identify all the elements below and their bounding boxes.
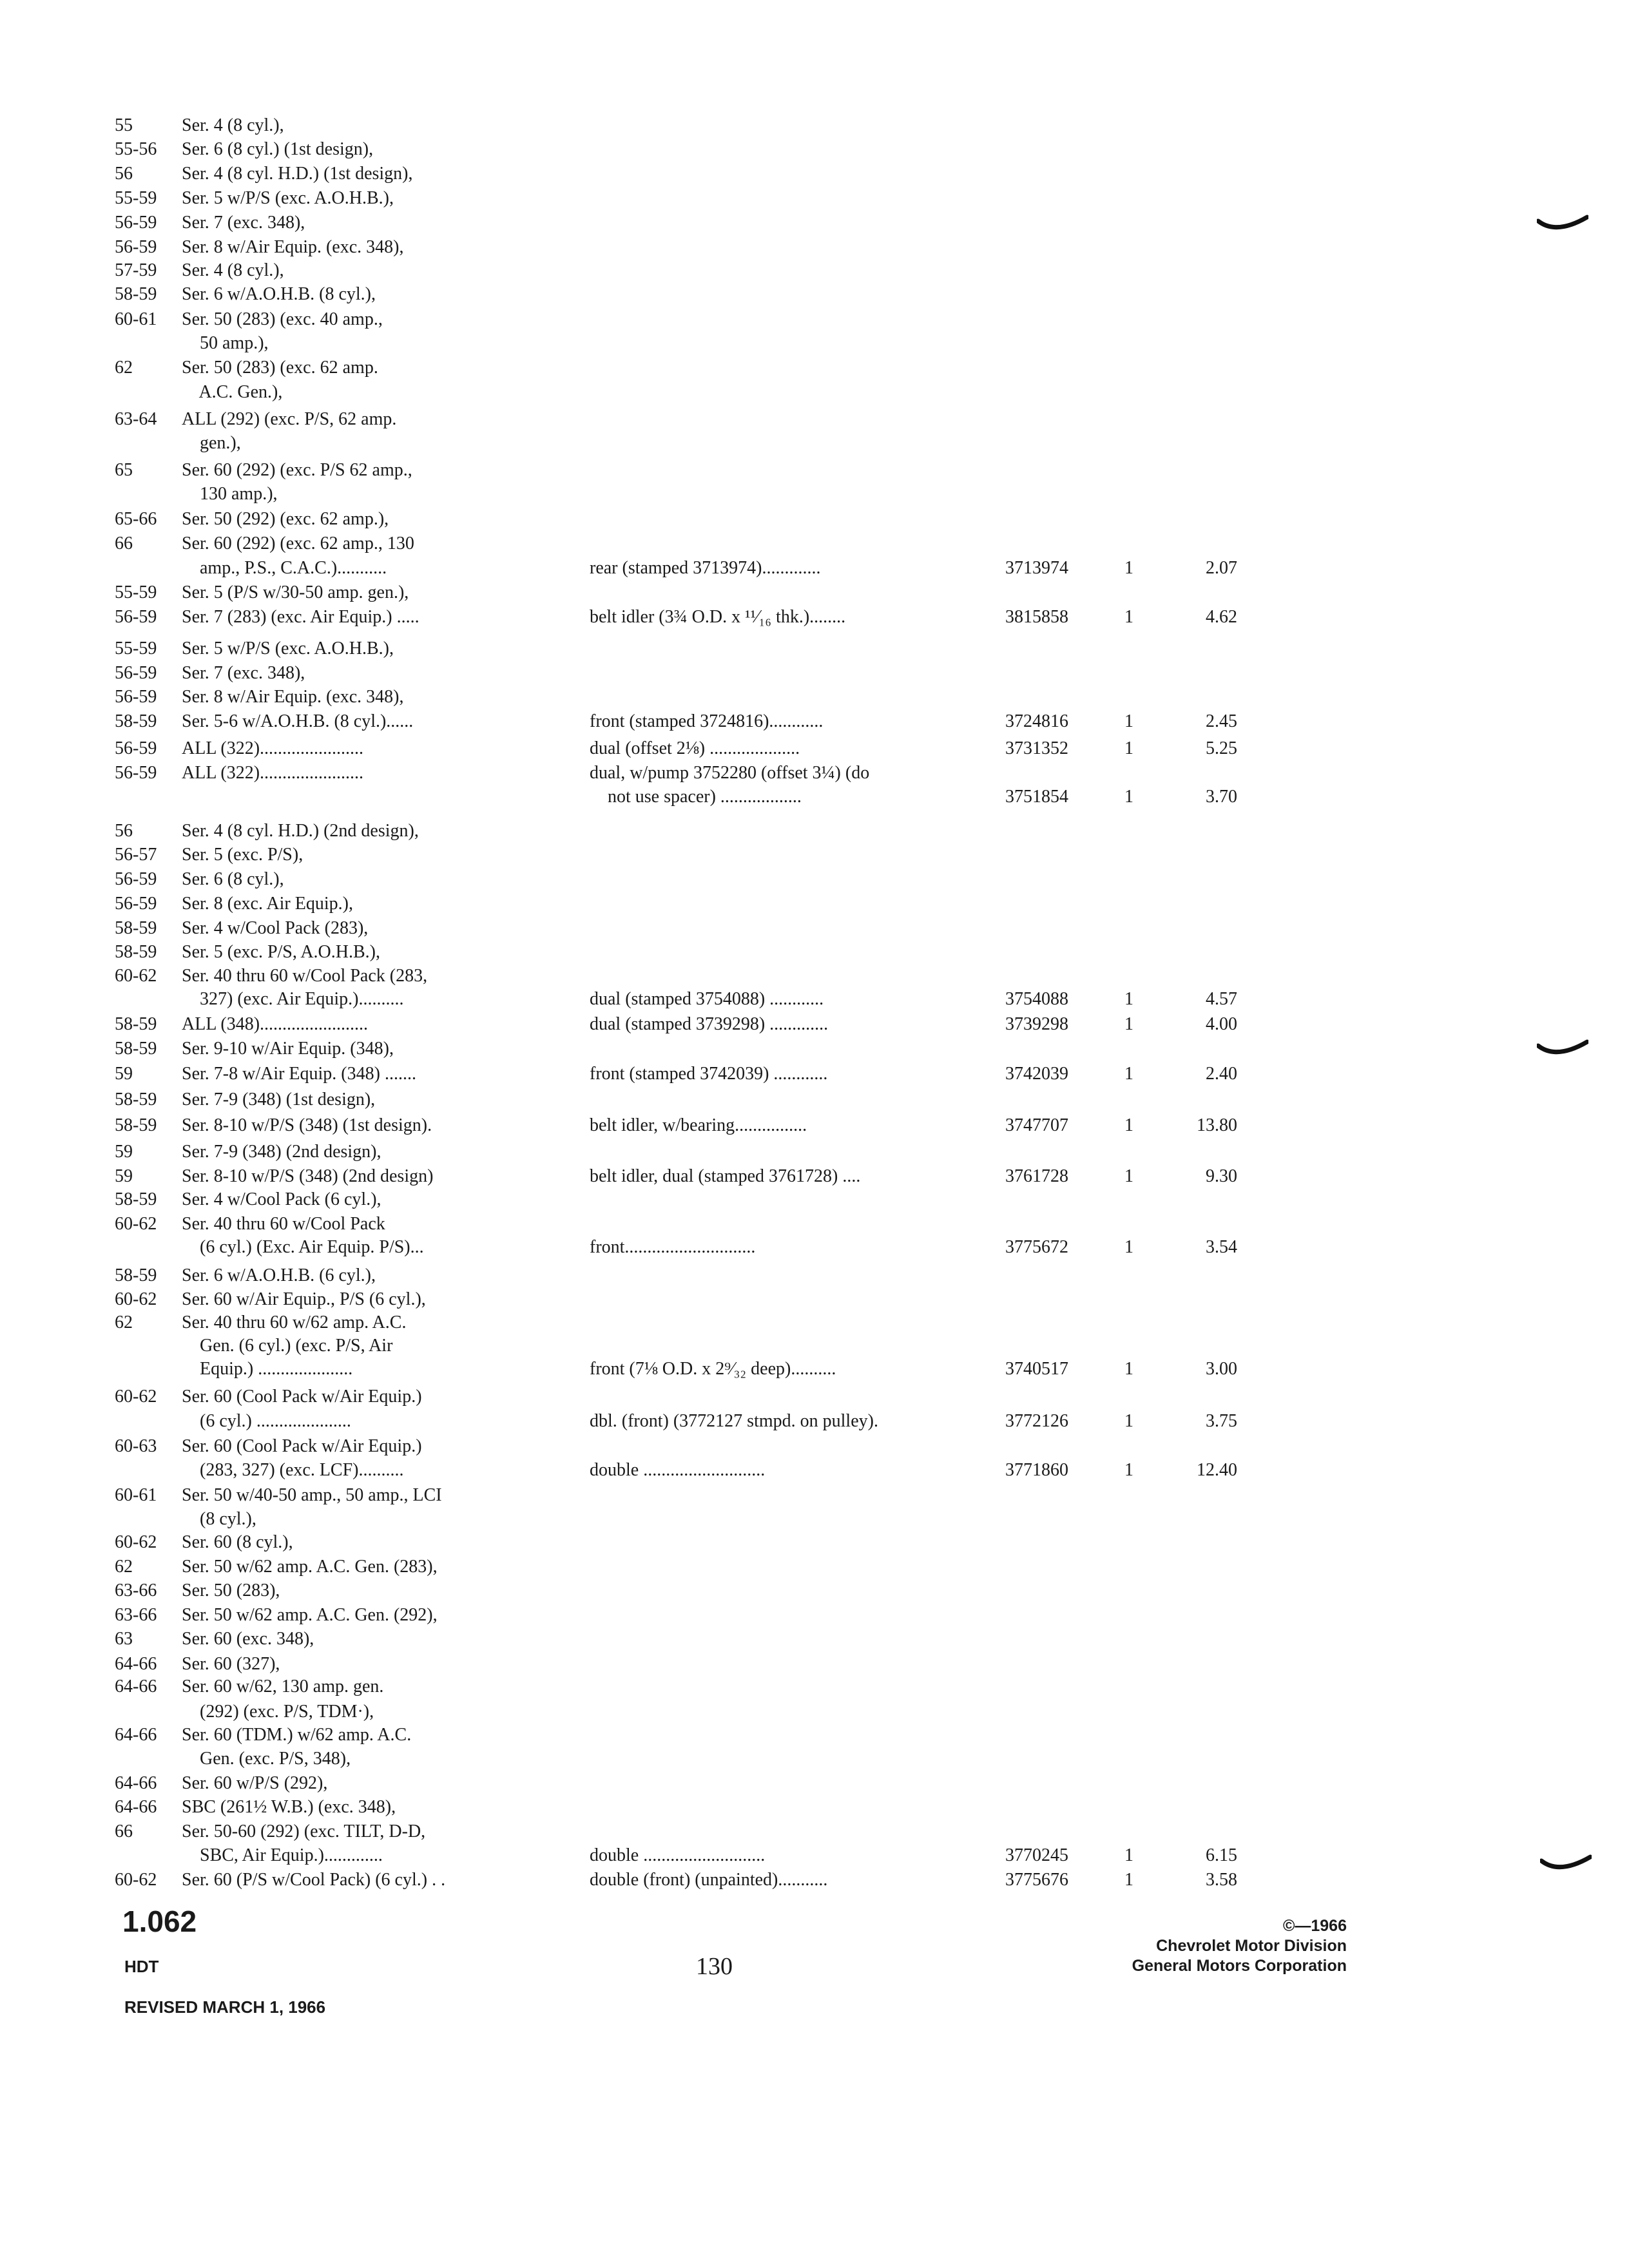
row-price: 2.45 <box>1206 711 1237 731</box>
row-app: 327) (exc. Air Equip.).......... <box>182 989 404 1009</box>
row-qty: 1 <box>1124 989 1133 1009</box>
row-part: 3815858 <box>1005 607 1068 627</box>
row-year: 56-59 <box>115 237 157 257</box>
row-app: Ser. 50 w/62 amp. A.C. Gen. (292), <box>182 1605 438 1625</box>
row-app: Ser. 40 thru 60 w/62 amp. A.C. <box>182 1312 407 1332</box>
table-row <box>0 1434 1629 1459</box>
row-qty: 1 <box>1124 1411 1133 1431</box>
table-row <box>0 331 1629 356</box>
row-qty: 1 <box>1124 1115 1133 1135</box>
row-year: 60-62 <box>115 1214 157 1234</box>
row-price: 4.57 <box>1206 989 1237 1009</box>
row-app: Ser. 4 (8 cyl.), <box>182 260 284 280</box>
table-row <box>0 531 1629 557</box>
row-year: 63-66 <box>115 1605 157 1625</box>
row-year: 64-66 <box>115 1654 157 1674</box>
table-row <box>0 1263 1629 1289</box>
table-row <box>0 1211 1629 1237</box>
row-app: Ser. 50 (283), <box>182 1581 280 1600</box>
row-year: 58-59 <box>115 284 157 304</box>
row-app: Ser. 40 thru 60 w/Cool Pack (283, <box>182 966 428 986</box>
row-app: Ser. 8 w/Air Equip. (exc. 348), <box>182 237 404 257</box>
table-row <box>0 113 1629 139</box>
table-row <box>0 1746 1629 1772</box>
row-qty: 1 <box>1124 787 1133 807</box>
row-qty: 1 <box>1124 1359 1133 1379</box>
table-row <box>0 1036 1629 1062</box>
row-part: 3771860 <box>1005 1460 1068 1480</box>
row-app: Ser. 7-9 (348) (1st design), <box>182 1090 376 1110</box>
row-desc: front (stamped 3742039) ............ <box>590 1064 828 1084</box>
table-row <box>0 986 1629 1012</box>
table-row <box>0 1113 1629 1139</box>
row-price: 6.15 <box>1206 1845 1237 1865</box>
table-row <box>0 842 1629 868</box>
row-year: 55 <box>115 115 133 135</box>
row-year: 56-59 <box>115 869 157 889</box>
row-desc: front (stamped 3724816)............ <box>590 711 824 731</box>
row-app: Ser. 7-8 w/Air Equip. (348) ....... <box>182 1064 416 1084</box>
table-row <box>0 307 1629 332</box>
row-app: Ser. 60 w/Air Equip., P/S (6 cyl.), <box>182 1289 426 1309</box>
row-year: 64-66 <box>115 1797 157 1817</box>
table-row <box>0 1384 1629 1410</box>
row-desc: dual, w/pump 3752280 (offset 3¼) (do <box>590 763 870 783</box>
row-part: 3751854 <box>1005 787 1068 807</box>
row-desc: double ........................... <box>590 1845 766 1865</box>
row-price: 4.62 <box>1206 607 1237 627</box>
row-app: Ser. 50 w/40-50 amp., 50 amp., LCI <box>182 1485 442 1505</box>
row-qty: 1 <box>1124 1845 1133 1865</box>
margin-checkmark-icon <box>1540 1849 1592 1875</box>
row-part: 3775672 <box>1005 1237 1068 1257</box>
revision-date: REVISED MARCH 1, 1966 <box>124 1997 326 2017</box>
row-qty: 1 <box>1124 1014 1133 1034</box>
row-app: ALL (322)....................... <box>182 738 364 758</box>
row-app: Ser. 6 (8 cyl.), <box>182 869 284 889</box>
row-year: 56-59 <box>115 213 157 233</box>
table-row <box>0 1087 1629 1113</box>
row-year: 59 <box>115 1166 133 1186</box>
row-app: 130 amp.), <box>182 484 278 504</box>
row-app: Gen. (exc. P/S, 348), <box>182 1749 351 1769</box>
table-row <box>0 684 1629 710</box>
row-desc: front............................. <box>590 1237 756 1257</box>
row-app: Ser. 50-60 (292) (exc. TILT, D-D, <box>182 1821 426 1841</box>
row-part: 3761728 <box>1005 1166 1068 1186</box>
table-row <box>0 186 1629 211</box>
row-app: A.C. Gen.), <box>182 382 283 402</box>
row-year: 60-62 <box>115 1289 157 1309</box>
table-row <box>0 430 1629 456</box>
row-app: Ser. 5 (exc. P/S), <box>182 845 304 865</box>
table-row <box>0 1819 1629 1845</box>
table-row <box>0 457 1629 483</box>
row-part: 3724816 <box>1005 711 1068 731</box>
row-app: Ser. 7 (283) (exc. Air Equip.) ..... <box>182 607 419 627</box>
row-year: 60-62 <box>115 966 157 986</box>
row-app: (6 cyl.) (Exc. Air Equip. P/S)... <box>182 1237 424 1257</box>
row-year: 60-62 <box>115 1870 157 1890</box>
table-row <box>0 1651 1629 1677</box>
table-row <box>0 1578 1629 1604</box>
row-app: Ser. 8 (exc. Air Equip.), <box>182 894 353 914</box>
row-year: 63-64 <box>115 409 157 429</box>
row-price: 9.30 <box>1206 1166 1237 1186</box>
row-year: 58-59 <box>115 1039 157 1059</box>
row-app: ALL (292) (exc. P/S, 62 amp. <box>182 409 397 429</box>
table-row <box>0 760 1629 786</box>
row-year: 56-57 <box>115 845 157 865</box>
row-year: 62 <box>115 1557 133 1577</box>
row-price: 2.40 <box>1206 1064 1237 1084</box>
section-number: 1.062 <box>122 1905 197 1938</box>
row-year: 60-62 <box>115 1532 157 1552</box>
row-part: 3739298 <box>1005 1014 1068 1034</box>
table-row <box>0 380 1629 405</box>
row-year: 55-56 <box>115 139 157 159</box>
row-price: 13.80 <box>1197 1115 1237 1135</box>
row-app: Ser. 60 (TDM.) w/62 amp. A.C. <box>182 1725 412 1745</box>
table-row <box>0 1602 1629 1628</box>
row-year: 56-59 <box>115 894 157 914</box>
row-app: Ser. 5-6 w/A.O.H.B. (8 cyl.)...... <box>182 711 414 731</box>
table-row <box>0 161 1629 187</box>
row-part: 3754088 <box>1005 989 1068 1009</box>
row-app: Ser. 7 (exc. 348), <box>182 213 305 233</box>
division-name: Chevrolet Motor Division <box>1156 1937 1347 1955</box>
row-price: 4.00 <box>1206 1014 1237 1034</box>
row-part: 3740517 <box>1005 1359 1068 1379</box>
table-row <box>0 506 1629 532</box>
row-desc: not use spacer) .................. <box>590 787 802 807</box>
row-year: 63-66 <box>115 1581 157 1600</box>
row-desc: belt idler (3¾ O.D. x ¹¹⁄₁₆ thk.)........ <box>590 607 846 627</box>
row-year: 60-61 <box>115 1485 157 1505</box>
table-row <box>0 1287 1629 1312</box>
row-price: 12.40 <box>1197 1460 1237 1480</box>
table-row <box>0 1794 1629 1820</box>
table-row <box>0 235 1629 260</box>
table-row <box>0 1483 1629 1508</box>
row-app: Ser. 8-10 w/P/S (348) (1st design). <box>182 1115 432 1135</box>
row-app: Ser. 6 w/A.O.H.B. (6 cyl.), <box>182 1265 376 1285</box>
row-app: Ser. 60 (P/S w/Cool Pack) (6 cyl.) . . <box>182 1870 446 1890</box>
table-row <box>0 636 1629 662</box>
row-desc: dual (stamped 3754088) ............ <box>590 989 824 1009</box>
table-row <box>0 963 1629 989</box>
table-row <box>0 1356 1629 1382</box>
row-year: 58-59 <box>115 1115 157 1135</box>
table-row <box>0 1164 1629 1189</box>
margin-checkmark-icon <box>1537 1034 1588 1060</box>
row-qty: 1 <box>1124 607 1133 627</box>
table-row <box>0 481 1629 507</box>
table-row <box>0 1674 1629 1700</box>
row-part: 3772126 <box>1005 1411 1068 1431</box>
row-year: 56-59 <box>115 663 157 683</box>
row-year: 58-59 <box>115 942 157 962</box>
table-row <box>0 1408 1629 1434</box>
row-app: Ser. 5 w/P/S (exc. A.O.H.B.), <box>182 188 394 208</box>
row-year: 59 <box>115 1142 133 1162</box>
row-app: Ser. 60 (292) (exc. P/S 62 amp., <box>182 460 412 480</box>
row-app: Ser. 7 (exc. 348), <box>182 663 305 683</box>
table-row <box>0 1554 1629 1580</box>
margin-checkmark-icon <box>1537 209 1588 235</box>
row-desc: dual (stamped 3739298) ............. <box>590 1014 829 1034</box>
row-year: 65 <box>115 460 133 480</box>
table-row <box>0 939 1629 965</box>
row-year: 55-59 <box>115 582 157 602</box>
row-year: 64-66 <box>115 1677 157 1696</box>
row-app: Ser. 60 (Cool Pack w/Air Equip.) <box>182 1387 422 1407</box>
row-part: 3770245 <box>1005 1845 1068 1865</box>
copyright-notice: ©—1966 <box>1282 1917 1347 1935</box>
corporation-name: General Motors Corporation <box>1132 1957 1347 1975</box>
row-app: Ser. 40 thru 60 w/Cool Pack <box>182 1214 385 1234</box>
row-price: 5.25 <box>1206 738 1237 758</box>
row-qty: 1 <box>1124 738 1133 758</box>
row-app: ALL (348)........................ <box>182 1014 369 1034</box>
row-app: Ser. 7-9 (348) (2nd design), <box>182 1142 381 1162</box>
row-app: Ser. 8 w/Air Equip. (exc. 348), <box>182 687 404 707</box>
row-qty: 1 <box>1124 1064 1133 1084</box>
table-row <box>0 1771 1629 1796</box>
row-app: Ser. 60 w/62, 130 amp. gen. <box>182 1677 384 1696</box>
table-row <box>0 1506 1629 1532</box>
table-row <box>0 736 1629 762</box>
row-year: 62 <box>115 1312 133 1332</box>
table-row <box>0 709 1629 735</box>
row-desc: front (7⅛ O.D. x 2⁹⁄₃₂ deep).......... <box>590 1359 836 1379</box>
table-row <box>0 282 1629 307</box>
table-row <box>0 580 1629 606</box>
table-row <box>0 1333 1629 1359</box>
row-app: Ser. 4 w/Cool Pack (6 cyl.), <box>182 1189 381 1209</box>
row-app: Gen. (6 cyl.) (exc. P/S, Air <box>182 1336 393 1356</box>
row-app: Ser. 60 w/P/S (292), <box>182 1773 328 1793</box>
row-app: Ser. 5 (exc. P/S, A.O.H.B.), <box>182 942 380 962</box>
row-app: Ser. 8-10 w/P/S (348) (2nd design) <box>182 1166 434 1186</box>
table-row <box>0 1012 1629 1037</box>
table-row <box>0 1626 1629 1652</box>
row-app: SBC, Air Equip.)............. <box>182 1845 383 1865</box>
row-year: 58-59 <box>115 1014 157 1034</box>
table-row <box>0 784 1629 810</box>
row-price: 3.54 <box>1206 1237 1237 1257</box>
row-desc: belt idler, dual (stamped 3761728) .... <box>590 1166 861 1186</box>
table-row <box>0 1235 1629 1260</box>
row-app: (283, 327) (exc. LCF).......... <box>182 1460 404 1480</box>
row-app: Ser. 5 (P/S w/30-50 amp. gen.), <box>182 582 409 602</box>
table-row <box>0 258 1629 284</box>
row-app: amp., P.S., C.A.C.)........... <box>182 558 387 578</box>
row-year: 60-61 <box>115 309 157 329</box>
row-price: 3.75 <box>1206 1411 1237 1431</box>
row-app: Ser. 60 (292) (exc. 62 amp., 130 <box>182 533 414 553</box>
row-desc: double ........................... <box>590 1460 766 1480</box>
row-part: 3742039 <box>1005 1064 1068 1084</box>
row-app: gen.), <box>182 433 241 453</box>
row-app: SBC (261½ W.B.) (exc. 348), <box>182 1797 396 1817</box>
page-number: 130 <box>696 1953 733 1980</box>
table-row <box>0 137 1629 162</box>
row-app: Equip.) ..................... <box>182 1359 353 1379</box>
row-part: 3713974 <box>1005 558 1068 578</box>
row-year: 56-59 <box>115 738 157 758</box>
table-row <box>0 660 1629 686</box>
row-price: 3.70 <box>1206 787 1237 807</box>
row-desc: dbl. (front) (3772127 stmpd. on pulley). <box>590 1411 878 1431</box>
row-qty: 1 <box>1124 1166 1133 1186</box>
table-row <box>0 1722 1629 1748</box>
table-row <box>0 1699 1629 1725</box>
row-app: Ser. 6 w/A.O.H.B. (8 cyl.), <box>182 284 376 304</box>
row-year: 58-59 <box>115 918 157 938</box>
row-qty: 1 <box>1124 711 1133 731</box>
table-row <box>0 355 1629 381</box>
row-year: 62 <box>115 358 133 378</box>
table-row <box>0 891 1629 917</box>
row-app: Ser. 9-10 w/Air Equip. (348), <box>182 1039 394 1059</box>
table-row <box>0 1457 1629 1483</box>
row-app: Ser. 50 (283) (exc. 62 amp. <box>182 358 378 378</box>
row-year: 57-59 <box>115 260 157 280</box>
table-row <box>0 818 1629 844</box>
table-row <box>0 555 1629 581</box>
row-app: Ser. 50 w/62 amp. A.C. Gen. (283), <box>182 1557 438 1577</box>
row-year: 56-59 <box>115 687 157 707</box>
row-year: 60-62 <box>115 1387 157 1407</box>
row-part: 3775676 <box>1005 1870 1068 1890</box>
row-year: 64-66 <box>115 1725 157 1745</box>
row-year: 58-59 <box>115 1265 157 1285</box>
table-row <box>0 1867 1629 1893</box>
table-row <box>0 604 1629 630</box>
row-app: Ser. 4 (8 cyl. H.D.) (1st design), <box>182 164 413 184</box>
table-row <box>0 1061 1629 1087</box>
table-row <box>0 1187 1629 1213</box>
row-app: Ser. 4 w/Cool Pack (283), <box>182 918 369 938</box>
row-app: ALL (322)....................... <box>182 763 364 783</box>
catalog-code: HDT <box>124 1957 159 1976</box>
row-qty: 1 <box>1124 558 1133 578</box>
row-price: 3.00 <box>1206 1359 1237 1379</box>
table-row <box>0 1310 1629 1336</box>
table-row <box>0 1530 1629 1555</box>
row-year: 56 <box>115 164 133 184</box>
row-year: 66 <box>115 533 133 553</box>
row-app: Ser. 5 w/P/S (exc. A.O.H.B.), <box>182 639 394 658</box>
row-app: Ser. 4 (8 cyl. H.D.) (2nd design), <box>182 821 419 841</box>
row-app: Ser. 60 (8 cyl.), <box>182 1532 293 1552</box>
row-app: Ser. 4 (8 cyl.), <box>182 115 284 135</box>
table-row <box>0 407 1629 432</box>
row-qty: 1 <box>1124 1460 1133 1480</box>
row-desc: double (front) (unpainted)........... <box>590 1870 828 1890</box>
row-desc: rear (stamped 3713974)............. <box>590 558 821 578</box>
row-year: 64-66 <box>115 1773 157 1793</box>
row-year: 66 <box>115 1821 133 1841</box>
row-price: 2.07 <box>1206 558 1237 578</box>
row-app: Ser. 50 (283) (exc. 40 amp., <box>182 309 383 329</box>
table-row <box>0 916 1629 941</box>
row-qty: 1 <box>1124 1870 1133 1890</box>
row-app: 50 amp.), <box>182 333 269 353</box>
row-year: 58-59 <box>115 711 157 731</box>
row-year: 58-59 <box>115 1189 157 1209</box>
row-app: Ser. 50 (292) (exc. 62 amp.), <box>182 509 389 529</box>
row-year: 56 <box>115 821 133 841</box>
row-year: 59 <box>115 1064 133 1084</box>
table-row <box>0 1139 1629 1165</box>
row-part: 3747707 <box>1005 1115 1068 1135</box>
row-year: 63 <box>115 1629 133 1649</box>
row-year: 56-59 <box>115 763 157 783</box>
row-price: 3.58 <box>1206 1870 1237 1890</box>
row-year: 58-59 <box>115 1090 157 1110</box>
row-year: 65-66 <box>115 509 157 529</box>
row-app: Ser. 60 (exc. 348), <box>182 1629 314 1649</box>
row-app: (8 cyl.), <box>182 1509 256 1529</box>
row-app: Ser. 6 (8 cyl.) (1st design), <box>182 139 374 159</box>
row-app: (292) (exc. P/S, TDM·), <box>182 1702 374 1722</box>
table-row <box>0 210 1629 236</box>
table-row <box>0 867 1629 892</box>
row-year: 55-59 <box>115 188 157 208</box>
row-desc: belt idler, w/bearing................ <box>590 1115 807 1135</box>
row-year: 55-59 <box>115 639 157 658</box>
table-row <box>0 1843 1629 1869</box>
row-qty: 1 <box>1124 1237 1133 1257</box>
row-year: 60-63 <box>115 1436 157 1456</box>
row-app: Ser. 60 (327), <box>182 1654 280 1674</box>
row-part: 3731352 <box>1005 738 1068 758</box>
row-desc: dual (offset 2⅛) .................... <box>590 738 800 758</box>
row-app: (6 cyl.) ..................... <box>182 1411 351 1431</box>
row-year: 56-59 <box>115 607 157 627</box>
row-app: Ser. 60 (Cool Pack w/Air Equip.) <box>182 1436 422 1456</box>
